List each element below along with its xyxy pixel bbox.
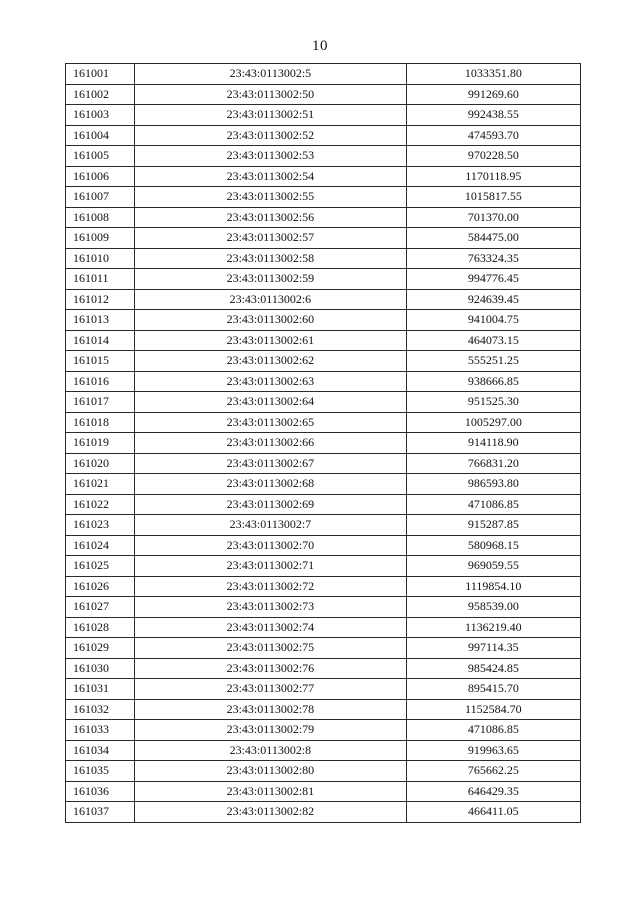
cadastral-value-cell: 938666.85	[406, 371, 580, 392]
cadastral-number-cell: 23:43:0113002:78	[135, 699, 407, 720]
row-number-cell: 161035	[66, 761, 135, 782]
cadastral-number-cell: 23:43:0113002:74	[135, 617, 407, 638]
table-row	[66, 248, 581, 269]
row-number-cell: 161031	[66, 679, 135, 700]
cadastral-number-cell: 23:43:0113002:76	[135, 658, 407, 679]
row-number-cell: 161008	[66, 207, 135, 228]
cadastral-number-cell: 23:43:0113002:8	[135, 740, 407, 761]
cadastral-number-cell: 23:43:0113002:64	[135, 392, 407, 413]
row-number-cell: 161010	[66, 248, 135, 269]
row-number-cell: 161032	[66, 699, 135, 720]
cadastral-value-cell: 1119854.10	[406, 576, 580, 597]
cadastral-value-cell: 997114.35	[406, 638, 580, 659]
cadastral-number-cell: 23:43:0113002:59	[135, 269, 407, 290]
table-row	[66, 474, 581, 495]
row-number-cell: 161009	[66, 228, 135, 249]
cadastral-value-cell: 646429.35	[406, 781, 580, 802]
cadastral-value-cell: 986593.80	[406, 474, 580, 495]
row-number-cell: 161026	[66, 576, 135, 597]
table-row	[66, 187, 581, 208]
cadastral-value-cell: 994776.45	[406, 269, 580, 290]
table-row	[66, 269, 581, 290]
cadastral-value-cell: 766831.20	[406, 453, 580, 474]
cadastral-value-cell: 584475.00	[406, 228, 580, 249]
cadastral-value-cell: 464073.15	[406, 330, 580, 351]
table-row	[66, 761, 581, 782]
table-row	[66, 781, 581, 802]
cadastral-value-cell: 1005297.00	[406, 412, 580, 433]
cadastral-value-cell: 941004.75	[406, 310, 580, 331]
table-row	[66, 392, 581, 413]
table-row	[66, 166, 581, 187]
cadastral-number-cell: 23:43:0113002:81	[135, 781, 407, 802]
row-number-cell: 161022	[66, 494, 135, 515]
table-row	[66, 658, 581, 679]
table-row	[66, 720, 581, 741]
cadastral-value-cell: 985424.85	[406, 658, 580, 679]
table-row	[66, 207, 581, 228]
cadastral-value-cell: 991269.60	[406, 84, 580, 105]
cadastral-value-cell: 765662.25	[406, 761, 580, 782]
page-number: 10	[312, 38, 328, 54]
cadastral-value-cell: 1033351.80	[406, 64, 580, 85]
row-number-cell: 161007	[66, 187, 135, 208]
row-number-cell: 161001	[66, 64, 135, 85]
table-row	[66, 453, 581, 474]
table-row	[66, 228, 581, 249]
row-number-cell: 161034	[66, 740, 135, 761]
cadastral-number-cell: 23:43:0113002:57	[135, 228, 407, 249]
cadastral-value-cell: 474593.70	[406, 125, 580, 146]
cadastral-number-cell: 23:43:0113002:6	[135, 289, 407, 310]
cadastral-value-cell: 919963.65	[406, 740, 580, 761]
cadastral-number-cell: 23:43:0113002:50	[135, 84, 407, 105]
row-number-cell: 161014	[66, 330, 135, 351]
cadastral-number-cell: 23:43:0113002:67	[135, 453, 407, 474]
table-row	[66, 433, 581, 454]
table-row	[66, 556, 581, 577]
cadastral-number-cell: 23:43:0113002:63	[135, 371, 407, 392]
cadastral-value-cell: 580968.15	[406, 535, 580, 556]
row-number-cell: 161004	[66, 125, 135, 146]
table-row	[66, 371, 581, 392]
table-row	[66, 105, 581, 126]
table-row	[66, 638, 581, 659]
cadastral-number-cell: 23:43:0113002:60	[135, 310, 407, 331]
cadastral-number-cell: 23:43:0113002:72	[135, 576, 407, 597]
table-row	[66, 289, 581, 310]
row-number-cell: 161025	[66, 556, 135, 577]
cadastral-number-cell: 23:43:0113002:56	[135, 207, 407, 228]
cadastral-number-cell: 23:43:0113002:55	[135, 187, 407, 208]
row-number-cell: 161006	[66, 166, 135, 187]
cadastral-number-cell: 23:43:0113002:61	[135, 330, 407, 351]
cadastral-number-cell: 23:43:0113002:82	[135, 802, 407, 823]
cadastral-value-cell: 1015817.55	[406, 187, 580, 208]
table-row	[66, 330, 581, 351]
cadastral-number-cell: 23:43:0113002:66	[135, 433, 407, 454]
cadastral-number-cell: 23:43:0113002:75	[135, 638, 407, 659]
cadastral-value-cell: 914118.90	[406, 433, 580, 454]
row-number-cell: 161005	[66, 146, 135, 167]
row-number-cell: 161037	[66, 802, 135, 823]
row-number-cell: 161003	[66, 105, 135, 126]
row-number-cell: 161017	[66, 392, 135, 413]
table-row	[66, 64, 581, 85]
cadastral-value-cell: 915287.85	[406, 515, 580, 536]
cadastral-number-cell: 23:43:0113002:5	[135, 64, 407, 85]
row-number-cell: 161024	[66, 535, 135, 556]
parcel-table-body	[66, 64, 581, 823]
row-number-cell: 161016	[66, 371, 135, 392]
cadastral-number-cell: 23:43:0113002:7	[135, 515, 407, 536]
row-number-cell: 161027	[66, 597, 135, 618]
cadastral-value-cell: 466411.05	[406, 802, 580, 823]
cadastral-value-cell: 471086.85	[406, 720, 580, 741]
table-row	[66, 125, 581, 146]
row-number-cell: 161011	[66, 269, 135, 290]
cadastral-value-cell: 992438.55	[406, 105, 580, 126]
cadastral-number-cell: 23:43:0113002:77	[135, 679, 407, 700]
row-number-cell: 161012	[66, 289, 135, 310]
cadastral-value-cell: 555251.25	[406, 351, 580, 372]
cadastral-value-cell: 1170118.95	[406, 166, 580, 187]
cadastral-value-cell: 951525.30	[406, 392, 580, 413]
cadastral-number-cell: 23:43:0113002:79	[135, 720, 407, 741]
table-row	[66, 412, 581, 433]
cadastral-number-cell: 23:43:0113002:70	[135, 535, 407, 556]
cadastral-value-cell: 969059.55	[406, 556, 580, 577]
cadastral-number-cell: 23:43:0113002:53	[135, 146, 407, 167]
row-number-cell: 161013	[66, 310, 135, 331]
cadastral-value-cell: 1136219.40	[406, 617, 580, 638]
row-number-cell: 161030	[66, 658, 135, 679]
table-row	[66, 740, 581, 761]
table-row	[66, 146, 581, 167]
cadastral-number-cell: 23:43:0113002:52	[135, 125, 407, 146]
table-row	[66, 515, 581, 536]
cadastral-number-cell: 23:43:0113002:69	[135, 494, 407, 515]
table-row	[66, 535, 581, 556]
row-number-cell: 161018	[66, 412, 135, 433]
row-number-cell: 161033	[66, 720, 135, 741]
table-row	[66, 597, 581, 618]
row-number-cell: 161019	[66, 433, 135, 454]
row-number-cell: 161015	[66, 351, 135, 372]
table-row	[66, 310, 581, 331]
cadastral-number-cell: 23:43:0113002:54	[135, 166, 407, 187]
cadastral-number-cell: 23:43:0113002:58	[135, 248, 407, 269]
cadastral-number-cell: 23:43:0113002:80	[135, 761, 407, 782]
cadastral-value-cell: 970228.50	[406, 146, 580, 167]
cadastral-number-cell: 23:43:0113002:65	[135, 412, 407, 433]
cadastral-value-cell: 924639.45	[406, 289, 580, 310]
table-row	[66, 679, 581, 700]
table-row	[66, 351, 581, 372]
table-row	[66, 576, 581, 597]
cadastral-number-cell: 23:43:0113002:73	[135, 597, 407, 618]
row-number-cell: 161029	[66, 638, 135, 659]
table-row	[66, 84, 581, 105]
row-number-cell: 161021	[66, 474, 135, 495]
cadastral-value-cell: 1152584.70	[406, 699, 580, 720]
row-number-cell: 161023	[66, 515, 135, 536]
row-number-cell: 161036	[66, 781, 135, 802]
cadastral-number-cell: 23:43:0113002:71	[135, 556, 407, 577]
table-row	[66, 617, 581, 638]
cadastral-value-cell: 471086.85	[406, 494, 580, 515]
cadastral-number-cell: 23:43:0113002:62	[135, 351, 407, 372]
row-number-cell: 161002	[66, 84, 135, 105]
row-number-cell: 161020	[66, 453, 135, 474]
table-row	[66, 802, 581, 823]
table-row	[66, 699, 581, 720]
cadastral-value-cell: 701370.00	[406, 207, 580, 228]
row-number-cell: 161028	[66, 617, 135, 638]
table-row	[66, 494, 581, 515]
cadastral-number-cell: 23:43:0113002:68	[135, 474, 407, 495]
parcel-table	[65, 63, 581, 823]
cadastral-value-cell: 958539.00	[406, 597, 580, 618]
cadastral-number-cell: 23:43:0113002:51	[135, 105, 407, 126]
cadastral-value-cell: 895415.70	[406, 679, 580, 700]
cadastral-value-cell: 763324.35	[406, 248, 580, 269]
